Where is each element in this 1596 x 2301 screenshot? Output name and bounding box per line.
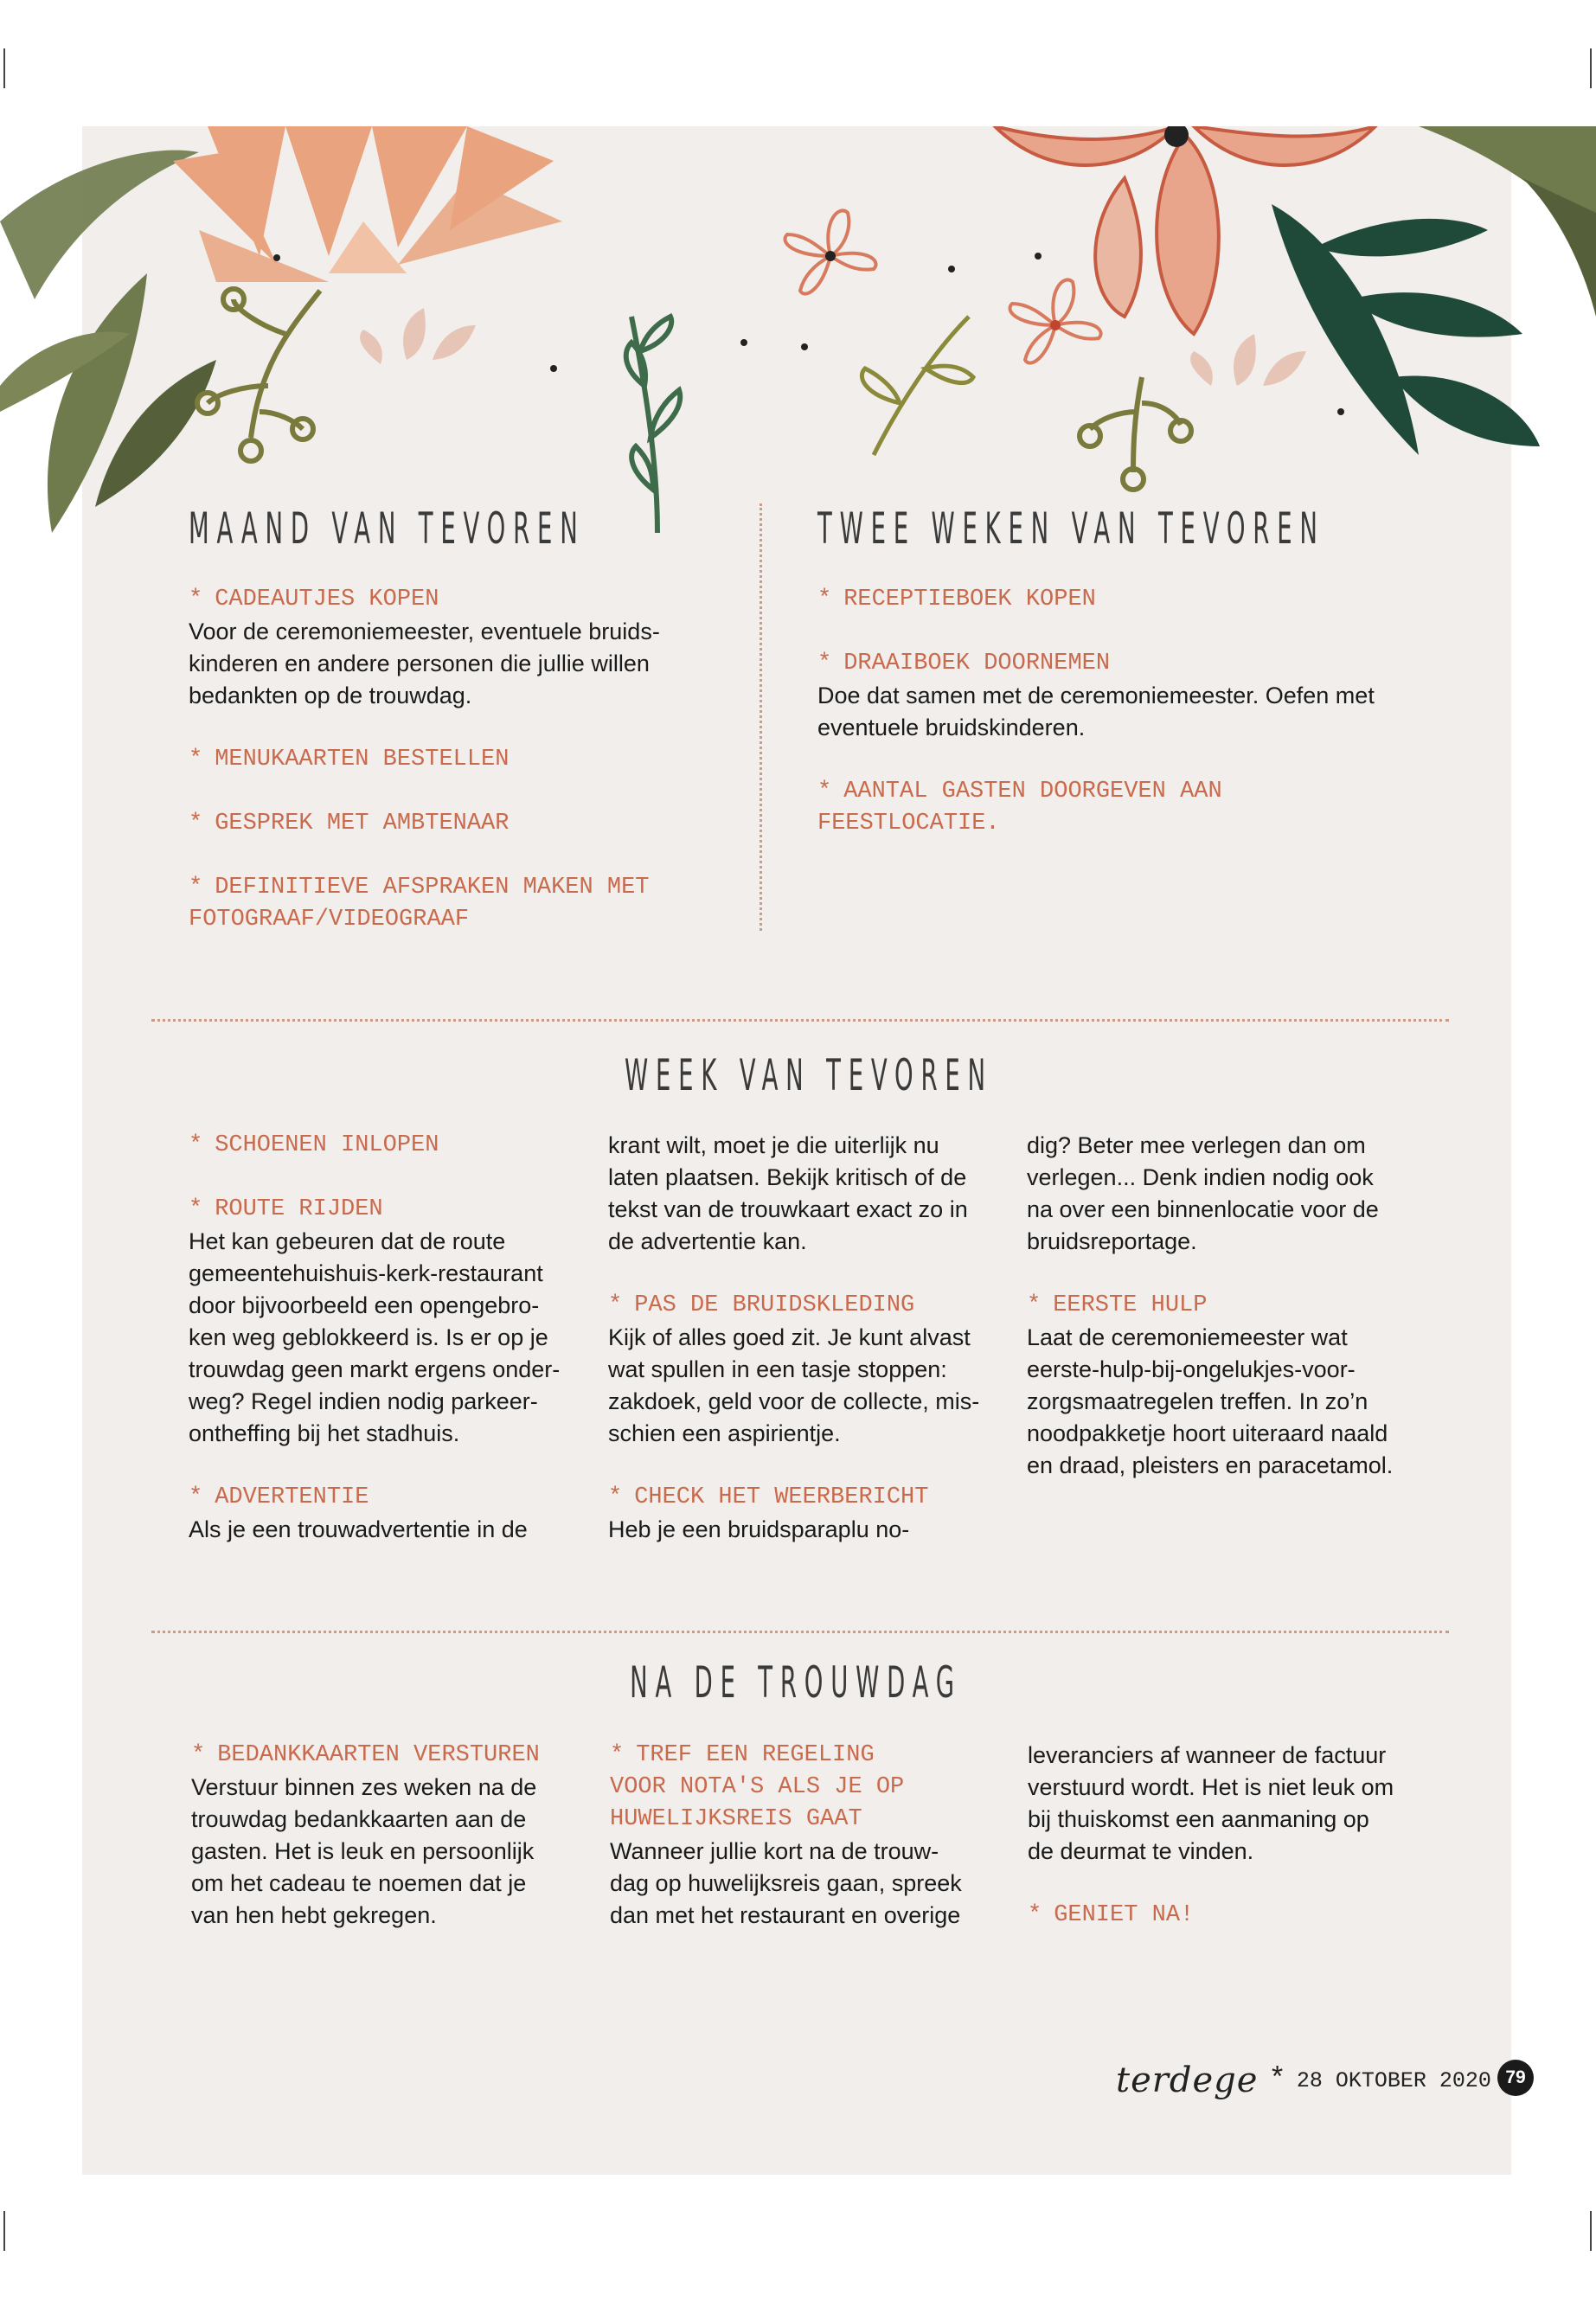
list-item: [191, 1740, 540, 1932]
pink-sprig-right: [1190, 334, 1306, 386]
item-title: [817, 648, 1375, 680]
pink-sprig: [360, 308, 476, 364]
section-title-maand: MAAND VAN TEVOREN: [189, 503, 586, 554]
item-body: Wanneer jullie kort na de trouw- dag op huwelijksreis gaan, spreek dan met het restaurant en overige: [610, 1838, 962, 1928]
item-body: Als je een trouwadvertentie in de: [189, 1516, 528, 1542]
list-item: [189, 584, 660, 712]
list-item: [608, 1482, 928, 1546]
bullet-star: *: [1027, 1292, 1042, 1318]
item-title: [1028, 1900, 1194, 1932]
bullet-star: *: [189, 875, 203, 901]
list-item: [1027, 1290, 1393, 1482]
item-title: [189, 1194, 560, 1226]
bullet-star: *: [817, 651, 832, 676]
item-title-text: MENUKAARTEN BESTELLEN: [215, 747, 510, 772]
berry-branch-left: [197, 289, 320, 461]
item-title-text: GESPREK MET AMBTENAAR: [215, 811, 510, 836]
list-item: [817, 584, 1096, 616]
item-title-text: BEDANKKAARTEN VERSTUREN: [217, 1742, 540, 1768]
footer-separator: *: [1268, 2064, 1286, 2097]
item-title-text: SCHOENEN INLOPEN: [215, 1132, 439, 1158]
page-number: 79: [1497, 2060, 1534, 2096]
list-item: [189, 744, 509, 776]
item-title: [189, 808, 509, 840]
olive-sprig: [862, 317, 973, 455]
item-title: [817, 584, 1096, 616]
item-title-text: ADVERTENTIE: [215, 1484, 369, 1510]
item-body: Laat de ceremoniemeester wat eerste-hulp-bij-ongelukjes-voor- zorgsmaatregelen treffen. In zo’n noodpakketje hoort uiteraard naald en draad, pleisters en paracetamol.: [1027, 1324, 1394, 1478]
crop-mark-top-left: [3, 48, 5, 88]
column-text: dig? Beter mee verlegen dan om verlegen... Denk indien nodig ook na over een binnenlocatie voor de bruidsreportage.: [1027, 1132, 1379, 1254]
section-title-na: NA DE TROUWDAG: [630, 1657, 962, 1708]
item-title-text: AANTAL GASTEN DOORGEVEN AAN FEESTLOCATIE.: [817, 779, 1222, 836]
item-title: [189, 744, 509, 776]
section-title-twee: TWEE WEKEN VAN TEVOREN: [817, 503, 1325, 554]
small-flower-1: [785, 210, 875, 293]
item-title: [1027, 1290, 1393, 1322]
crop-mark-bottom-right: [1590, 2211, 1592, 2251]
item-title: [817, 776, 1222, 840]
column-text: leveranciers af wanneer de factuur verstuurd wordt. Het is niet leuk om bij thuiskomst een aanmaning op de deurmat te vinden.: [1028, 1742, 1394, 1864]
bullet-star: *: [189, 811, 203, 836]
brand-logo: terdege: [1116, 2061, 1259, 2100]
item-title-text: CHECK HET WEERBERICHT: [634, 1484, 929, 1510]
item-title-text: TREF EEN REGELING VOOR NOTA'S ALS JE OP HUWELIJKSREIS GAAT: [610, 1742, 905, 1832]
item-title-text: DEFINITIEVE AFSPRAKEN MAKEN MET FOTOGRAAF/VIDEOGRAAF: [189, 875, 650, 933]
green-sprig-center: [626, 317, 680, 533]
horizontal-divider-1: [151, 1019, 1449, 1022]
item-body: Heb je een bruidsparaplu no-: [608, 1516, 910, 1542]
bullet-star: *: [817, 779, 832, 804]
bullet-star: *: [189, 586, 203, 612]
bullet-star: *: [189, 747, 203, 772]
list-item: [189, 1482, 528, 1546]
item-title: [189, 1482, 528, 1514]
list-item: [817, 648, 1375, 744]
list-item: [189, 872, 650, 936]
column-text: krant wilt, moet je die uiterlijk nu laten plaatsen. Bekijk kritisch of de tekst van de trouwkaart exact zo in de advertentie kan.: [608, 1132, 968, 1254]
item-title: [610, 1740, 962, 1836]
item-title-text: DRAAIBOEK DOORNEMEN: [843, 651, 1111, 676]
list-item: [189, 1130, 439, 1162]
section-title-week: WEEK VAN TEVOREN: [625, 1050, 993, 1100]
bullet-star: *: [1028, 1902, 1042, 1928]
item-body: Voor de ceremoniemeester, eventuele bruids- kinderen en andere personen die jullie willen bedankten op de trouwdag.: [189, 619, 660, 708]
list-item: [610, 1740, 962, 1932]
item-body: Verstuur binnen zes weken na de trouwdag bedankkaarten aan de gasten. Het is leuk en persoonlijk om het cadeau te noemen dat je van hen hebt gekregen.: [191, 1774, 537, 1928]
item-title-text: GENIET NA!: [1054, 1902, 1195, 1928]
item-title-text: PAS DE BRUIDSKLEDING: [634, 1292, 915, 1318]
list-item: [608, 1290, 979, 1450]
crop-mark-bottom-left: [3, 2211, 5, 2251]
item-title-text: EERSTE HULP: [1053, 1292, 1208, 1318]
item-title-text: ROUTE RIJDEN: [215, 1196, 383, 1222]
item-title: [189, 584, 660, 616]
dark-green-branch: [1272, 204, 1540, 455]
vertical-divider: [760, 503, 762, 931]
list-item: [1028, 1900, 1194, 1932]
list-item: [817, 776, 1222, 840]
item-title: [191, 1740, 540, 1772]
bullet-star: *: [191, 1742, 206, 1768]
item-body: Doe dat samen met de ceremoniemeester. Oefen met eventuele bruidskinderen.: [817, 683, 1375, 740]
item-title: [189, 1130, 439, 1162]
bullet-star: *: [608, 1292, 623, 1318]
floral-illustration: [0, 126, 1596, 542]
issue-date: 28 OKTOBER 2020: [1296, 2067, 1491, 2093]
bullet-star: *: [608, 1484, 623, 1510]
item-title: [608, 1482, 928, 1514]
small-flower-2: [1010, 279, 1100, 362]
item-body: Kijk of alles goed zit. Je kunt alvast wat spullen in een tasje stoppen: zakdoek, geld voor de collecte, mis- schien een aspirientje.: [608, 1324, 980, 1446]
bullet-star: *: [817, 586, 832, 612]
bullet-star: *: [189, 1484, 203, 1510]
bullet-star: *: [189, 1132, 203, 1158]
bullet-star: *: [189, 1196, 203, 1222]
item-title-text: CADEAUTJES KOPEN: [215, 586, 439, 612]
horizontal-divider-2: [151, 1631, 1449, 1633]
crop-mark-top-right: [1590, 48, 1592, 88]
berry-branch-right: [1080, 377, 1191, 490]
item-body: Het kan gebeuren dat de route gemeentehuishuis-kerk-restaurant door bijvoorbeeld een opengebro- ken weg geblokkeerd is. Is er op je trouwdag geen markt ergens onder- weg? Regel indien nodig parkeer- ontheffing bij het stadhuis.: [189, 1228, 561, 1446]
list-item: [189, 808, 509, 840]
footer: [1116, 2061, 1491, 2100]
item-title-text: RECEPTIEBOEK KOPEN: [843, 586, 1096, 612]
list-item: [189, 1194, 560, 1450]
peach-flower: [173, 126, 562, 282]
item-title: [608, 1290, 979, 1322]
item-title: [189, 872, 650, 936]
bullet-star: *: [610, 1742, 625, 1768]
left-leaf-branch: [0, 151, 216, 533]
